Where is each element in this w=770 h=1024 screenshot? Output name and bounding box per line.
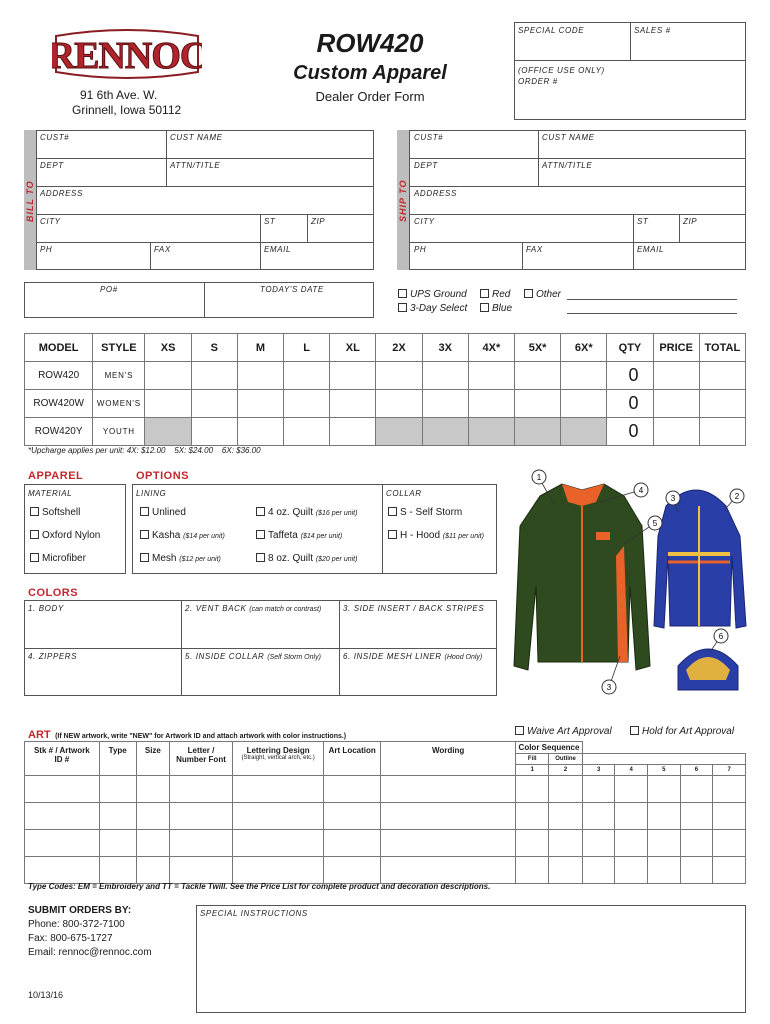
mesh-checkbox[interactable] xyxy=(140,553,149,562)
svg-text:3: 3 xyxy=(606,683,612,692)
col-s: S xyxy=(191,334,237,362)
size-cell[interactable] xyxy=(422,362,468,390)
size-cell-disabled xyxy=(145,418,191,446)
art-row[interactable] xyxy=(25,803,746,830)
size-cell-disabled xyxy=(514,418,560,446)
address-line1: 91 6th Ave. W. xyxy=(80,88,158,102)
col-total: TOTAL xyxy=(699,334,745,362)
art-row[interactable] xyxy=(25,857,746,884)
seq-6: 6 xyxy=(680,765,713,776)
col-xl: XL xyxy=(330,334,376,362)
size-cell[interactable] xyxy=(284,390,330,418)
col-2x: 2X xyxy=(376,334,422,362)
size-cell[interactable] xyxy=(284,418,330,446)
lining-kasha[interactable]: Kasha ($14 per unit) xyxy=(140,530,225,541)
special-instructions-label: SPECIAL INSTRUCTIONS xyxy=(200,909,308,918)
bill-address-label: ADDRESS xyxy=(40,189,83,198)
size-cell-disabled xyxy=(422,418,468,446)
price-cell[interactable] xyxy=(653,390,699,418)
form-subtitle: Custom Apparel xyxy=(293,62,447,84)
outline-label: Outline xyxy=(549,754,583,765)
storm-checkbox[interactable] xyxy=(388,507,397,516)
row-qty: 0 xyxy=(607,362,653,390)
size-cell[interactable] xyxy=(145,362,191,390)
callout-6 xyxy=(714,629,728,643)
ship-zip-label: ZIP xyxy=(683,217,698,226)
ship-city-label: CITY xyxy=(414,217,435,226)
size-cell[interactable] xyxy=(561,362,607,390)
svg-text:3: 3 xyxy=(670,494,676,503)
col-l: L xyxy=(284,334,330,362)
size-table-header xyxy=(25,334,746,362)
special-instructions-box[interactable] xyxy=(196,905,746,1013)
submit-phone: Phone: 800-372-7100 xyxy=(28,919,125,930)
collar-storm[interactable]: S - Self Storm xyxy=(388,507,462,518)
col-price: PRICE xyxy=(653,334,699,362)
submit-email: Email: rennoc@rennoc.com xyxy=(28,947,152,958)
jacket-illustration xyxy=(500,466,750,702)
options-title: OPTIONS xyxy=(136,470,190,482)
size-cell-disabled xyxy=(468,418,514,446)
color-mesh-label: 6. INSIDE MESH LINER (Hood Only) xyxy=(343,652,483,661)
material-label: MATERIAL xyxy=(28,489,73,498)
material-microfiber[interactable]: Microfiber xyxy=(30,553,86,564)
logo-text: RENNOC xyxy=(52,35,202,77)
size-table xyxy=(24,333,746,446)
lining-quilt8[interactable]: 8 oz. Quilt ($20 per unit) xyxy=(256,553,357,564)
size-cell[interactable] xyxy=(237,418,283,446)
ship-address-label: ADDRESS xyxy=(414,189,457,198)
row-qty: 0 xyxy=(607,390,653,418)
size-cell[interactable] xyxy=(376,390,422,418)
col-3x: 3X xyxy=(422,334,468,362)
form-title: ROW420 xyxy=(316,28,424,58)
ship-cust-name-label: CUST NAME xyxy=(542,133,595,142)
total-cell xyxy=(699,418,745,446)
color-insert-label: 3. SIDE INSERT / BACK STRIPES xyxy=(343,604,485,613)
size-cell[interactable] xyxy=(330,390,376,418)
row-style: YOUTH xyxy=(93,418,145,446)
bill-to-sidebar xyxy=(24,130,36,270)
art-col-wording: Wording xyxy=(381,742,516,776)
special-code-label: SPECIAL CODE xyxy=(518,26,585,35)
todays-date-label: TODAY'S DATE xyxy=(260,285,324,294)
size-cell[interactable] xyxy=(376,362,422,390)
svg-text:5: 5 xyxy=(652,519,658,528)
lining-taffeta[interactable]: Taffeta ($14 per unit) xyxy=(256,530,342,541)
col-4x: 4X* xyxy=(468,334,514,362)
row-qty: 0 xyxy=(607,418,653,446)
svg-text:2: 2 xyxy=(734,492,740,501)
bill-zip-label: ZIP xyxy=(311,217,326,226)
total-cell xyxy=(699,390,745,418)
bill-email-label: EMAIL xyxy=(264,245,292,254)
red-option[interactable]: Red xyxy=(480,289,510,300)
table-row xyxy=(25,418,746,446)
callout-3 xyxy=(666,491,680,505)
art-row[interactable] xyxy=(25,830,746,857)
art-col-font: Letter / Number Font xyxy=(169,742,232,776)
callout-3b xyxy=(602,680,616,694)
svg-text:4: 4 xyxy=(638,486,644,495)
quilt8-checkbox[interactable] xyxy=(256,553,265,562)
lining-unlined[interactable]: Unlined xyxy=(140,507,186,518)
rennoc-logo xyxy=(52,26,202,82)
bill-fax-label: FAX xyxy=(154,245,171,254)
form-date: 10/13/16 xyxy=(28,990,64,1000)
three-day-option[interactable]: 3-Day Select xyxy=(398,303,467,314)
ship-to-box xyxy=(409,130,746,270)
seq-5: 5 xyxy=(648,765,681,776)
ship-dept-label: DEPT xyxy=(414,161,438,170)
size-cell[interactable] xyxy=(330,418,376,446)
fill-label: Fill xyxy=(516,754,549,765)
other-option[interactable]: Other xyxy=(524,289,561,300)
po-label: PO# xyxy=(100,285,118,294)
col-style: STYLE xyxy=(93,334,145,362)
quilt4-checkbox[interactable] xyxy=(256,507,265,516)
hold-art-option[interactable]: Hold for Art Approval xyxy=(630,726,734,737)
size-cell[interactable] xyxy=(468,390,514,418)
size-cell[interactable] xyxy=(561,390,607,418)
waive-art-checkbox[interactable] xyxy=(515,726,524,735)
total-cell xyxy=(699,362,745,390)
collar-label: COLLAR xyxy=(386,489,422,498)
ship-fax-label: FAX xyxy=(526,245,543,254)
blue-option[interactable]: Blue xyxy=(480,303,512,314)
seq-1: 1 xyxy=(516,765,549,776)
form-name: Dealer Order Form xyxy=(315,89,425,104)
type-codes-note: Type Codes: EM = Embroidery and TT = Tackle Twill. See the Price List for complete product and decoration descriptions. xyxy=(28,882,491,891)
waive-art-option[interactable]: Waive Art Approval xyxy=(515,726,612,737)
collar-hood[interactable]: H - Hood ($11 per unit) xyxy=(388,530,484,541)
ship-st-label: ST xyxy=(637,217,649,226)
col-qty: QTY xyxy=(607,334,653,362)
color-collar-label: 5. INSIDE COLLAR (Self Storm Only) xyxy=(185,652,321,661)
ship-to-sidebar xyxy=(397,130,409,270)
size-cell[interactable] xyxy=(237,390,283,418)
col-xs: XS xyxy=(145,334,191,362)
apparel-title: APPAREL xyxy=(28,470,84,482)
art-row[interactable] xyxy=(25,776,746,803)
size-cell[interactable] xyxy=(468,362,514,390)
ship-email-label: EMAIL xyxy=(637,245,665,254)
other-checkbox[interactable] xyxy=(524,289,533,298)
submit-title: SUBMIT ORDERS BY: xyxy=(28,905,132,916)
office-use-label: (OFFICE USE ONLY) xyxy=(518,66,605,75)
bill-cust-label: CUST# xyxy=(40,133,70,142)
callout-2 xyxy=(730,489,744,503)
row-style: MEN'S xyxy=(93,362,145,390)
svg-text:6: 6 xyxy=(718,632,724,641)
kasha-checkbox[interactable] xyxy=(140,530,149,539)
hold-art-checkbox[interactable] xyxy=(630,726,639,735)
color-zippers-label: 4. ZIPPERS xyxy=(28,652,78,661)
ship-attn-label: ATTN/TITLE xyxy=(542,161,593,170)
callout-4 xyxy=(648,516,662,530)
col-model: MODEL xyxy=(25,334,93,362)
bill-city-label: CITY xyxy=(40,217,61,226)
size-cell[interactable] xyxy=(284,362,330,390)
bill-dept-label: DEPT xyxy=(40,161,64,170)
row-model: ROW420 xyxy=(25,362,93,390)
ship-to-label: SHIP TO xyxy=(398,179,408,222)
color-vent-label: 2. VENT BACK (can match or contrast) xyxy=(185,604,322,613)
price-cell[interactable] xyxy=(653,362,699,390)
red-checkbox[interactable] xyxy=(480,289,489,298)
lining-mesh[interactable]: Mesh ($12 per unit) xyxy=(140,553,221,564)
size-cell[interactable] xyxy=(145,390,191,418)
unlined-checkbox[interactable] xyxy=(140,507,149,516)
microfiber-checkbox[interactable] xyxy=(30,553,39,562)
size-cell[interactable] xyxy=(191,362,237,390)
other-line[interactable] xyxy=(567,299,737,300)
row-style: WOMEN'S xyxy=(93,390,145,418)
art-col-type: Type xyxy=(99,742,136,776)
three-day-checkbox[interactable] xyxy=(398,303,407,312)
size-cell[interactable] xyxy=(514,362,560,390)
art-table xyxy=(24,741,746,884)
col-5x: 5X* xyxy=(514,334,560,362)
bill-st-label: ST xyxy=(264,217,276,226)
size-cell-disabled xyxy=(376,418,422,446)
art-col-design: Lettering Design (Straight, vertical arch, etc.) xyxy=(233,742,324,776)
bill-ph-label: PH xyxy=(40,245,53,254)
art-title-line: ART (If NEW artwork, write "NEW" for Artwork ID and attach artwork with color instructions.) xyxy=(28,729,347,741)
bill-to-label: BILL TO xyxy=(25,180,35,222)
price-cell[interactable] xyxy=(653,418,699,446)
size-cell-disabled xyxy=(561,418,607,446)
row-model: ROW420Y xyxy=(25,418,93,446)
material-softshell[interactable]: Softshell xyxy=(30,507,80,518)
table-row xyxy=(25,390,746,418)
ups-ground-option[interactable]: UPS Ground xyxy=(398,289,467,300)
oxford-checkbox[interactable] xyxy=(30,530,39,539)
size-cell[interactable] xyxy=(330,362,376,390)
softshell-checkbox[interactable] xyxy=(30,507,39,516)
seq-7: 7 xyxy=(713,765,746,776)
seq-2: 2 xyxy=(549,765,583,776)
colors-title: COLORS xyxy=(28,587,79,599)
ship-cust-label: CUST# xyxy=(414,133,444,142)
bill-to-box xyxy=(36,130,374,270)
callout-1 xyxy=(532,470,546,484)
art-col-location: Art Location xyxy=(324,742,381,776)
size-cell[interactable] xyxy=(237,362,283,390)
upcharge-note: *Upcharge applies per unit: 4X: $12.00 5X: $24.00 6X: $36.00 xyxy=(28,446,261,455)
table-row xyxy=(25,362,746,390)
taffeta-checkbox[interactable] xyxy=(256,530,265,539)
svg-text:1: 1 xyxy=(536,473,542,482)
row-model: ROW420W xyxy=(25,390,93,418)
submit-fax: Fax: 800-675-1727 xyxy=(28,933,113,944)
art-col-size: Size xyxy=(136,742,169,776)
bill-attn-label: ATTN/TITLE xyxy=(170,161,221,170)
order-label: ORDER # xyxy=(518,77,558,86)
color-sequence-label: Color Sequence xyxy=(516,742,583,754)
address-line2: Grinnell, Iowa 50112 xyxy=(72,103,182,117)
blue-checkbox[interactable] xyxy=(480,303,489,312)
lining-quilt4[interactable]: 4 oz. Quilt ($16 per unit) xyxy=(256,507,357,518)
color-body-label: 1. BODY xyxy=(28,604,64,613)
art-col-stk: Stk # / Artwork ID # xyxy=(25,742,100,776)
bill-cust-name-label: CUST NAME xyxy=(170,133,223,142)
callout-5 xyxy=(634,483,648,497)
ship-ph-label: PH xyxy=(414,245,427,254)
size-cell[interactable] xyxy=(191,418,237,446)
col-m: M xyxy=(237,334,283,362)
col-6x: 6X* xyxy=(561,334,607,362)
hood-checkbox[interactable] xyxy=(388,530,397,539)
lining-label: LINING xyxy=(136,489,167,498)
seq-4: 4 xyxy=(615,765,648,776)
size-cell[interactable] xyxy=(514,390,560,418)
sales-label: SALES # xyxy=(634,26,671,35)
seq-3: 3 xyxy=(582,765,615,776)
ups-ground-checkbox[interactable] xyxy=(398,289,407,298)
size-cell[interactable] xyxy=(191,390,237,418)
size-cell[interactable] xyxy=(422,390,468,418)
material-oxford[interactable]: Oxford Nylon xyxy=(30,530,100,541)
